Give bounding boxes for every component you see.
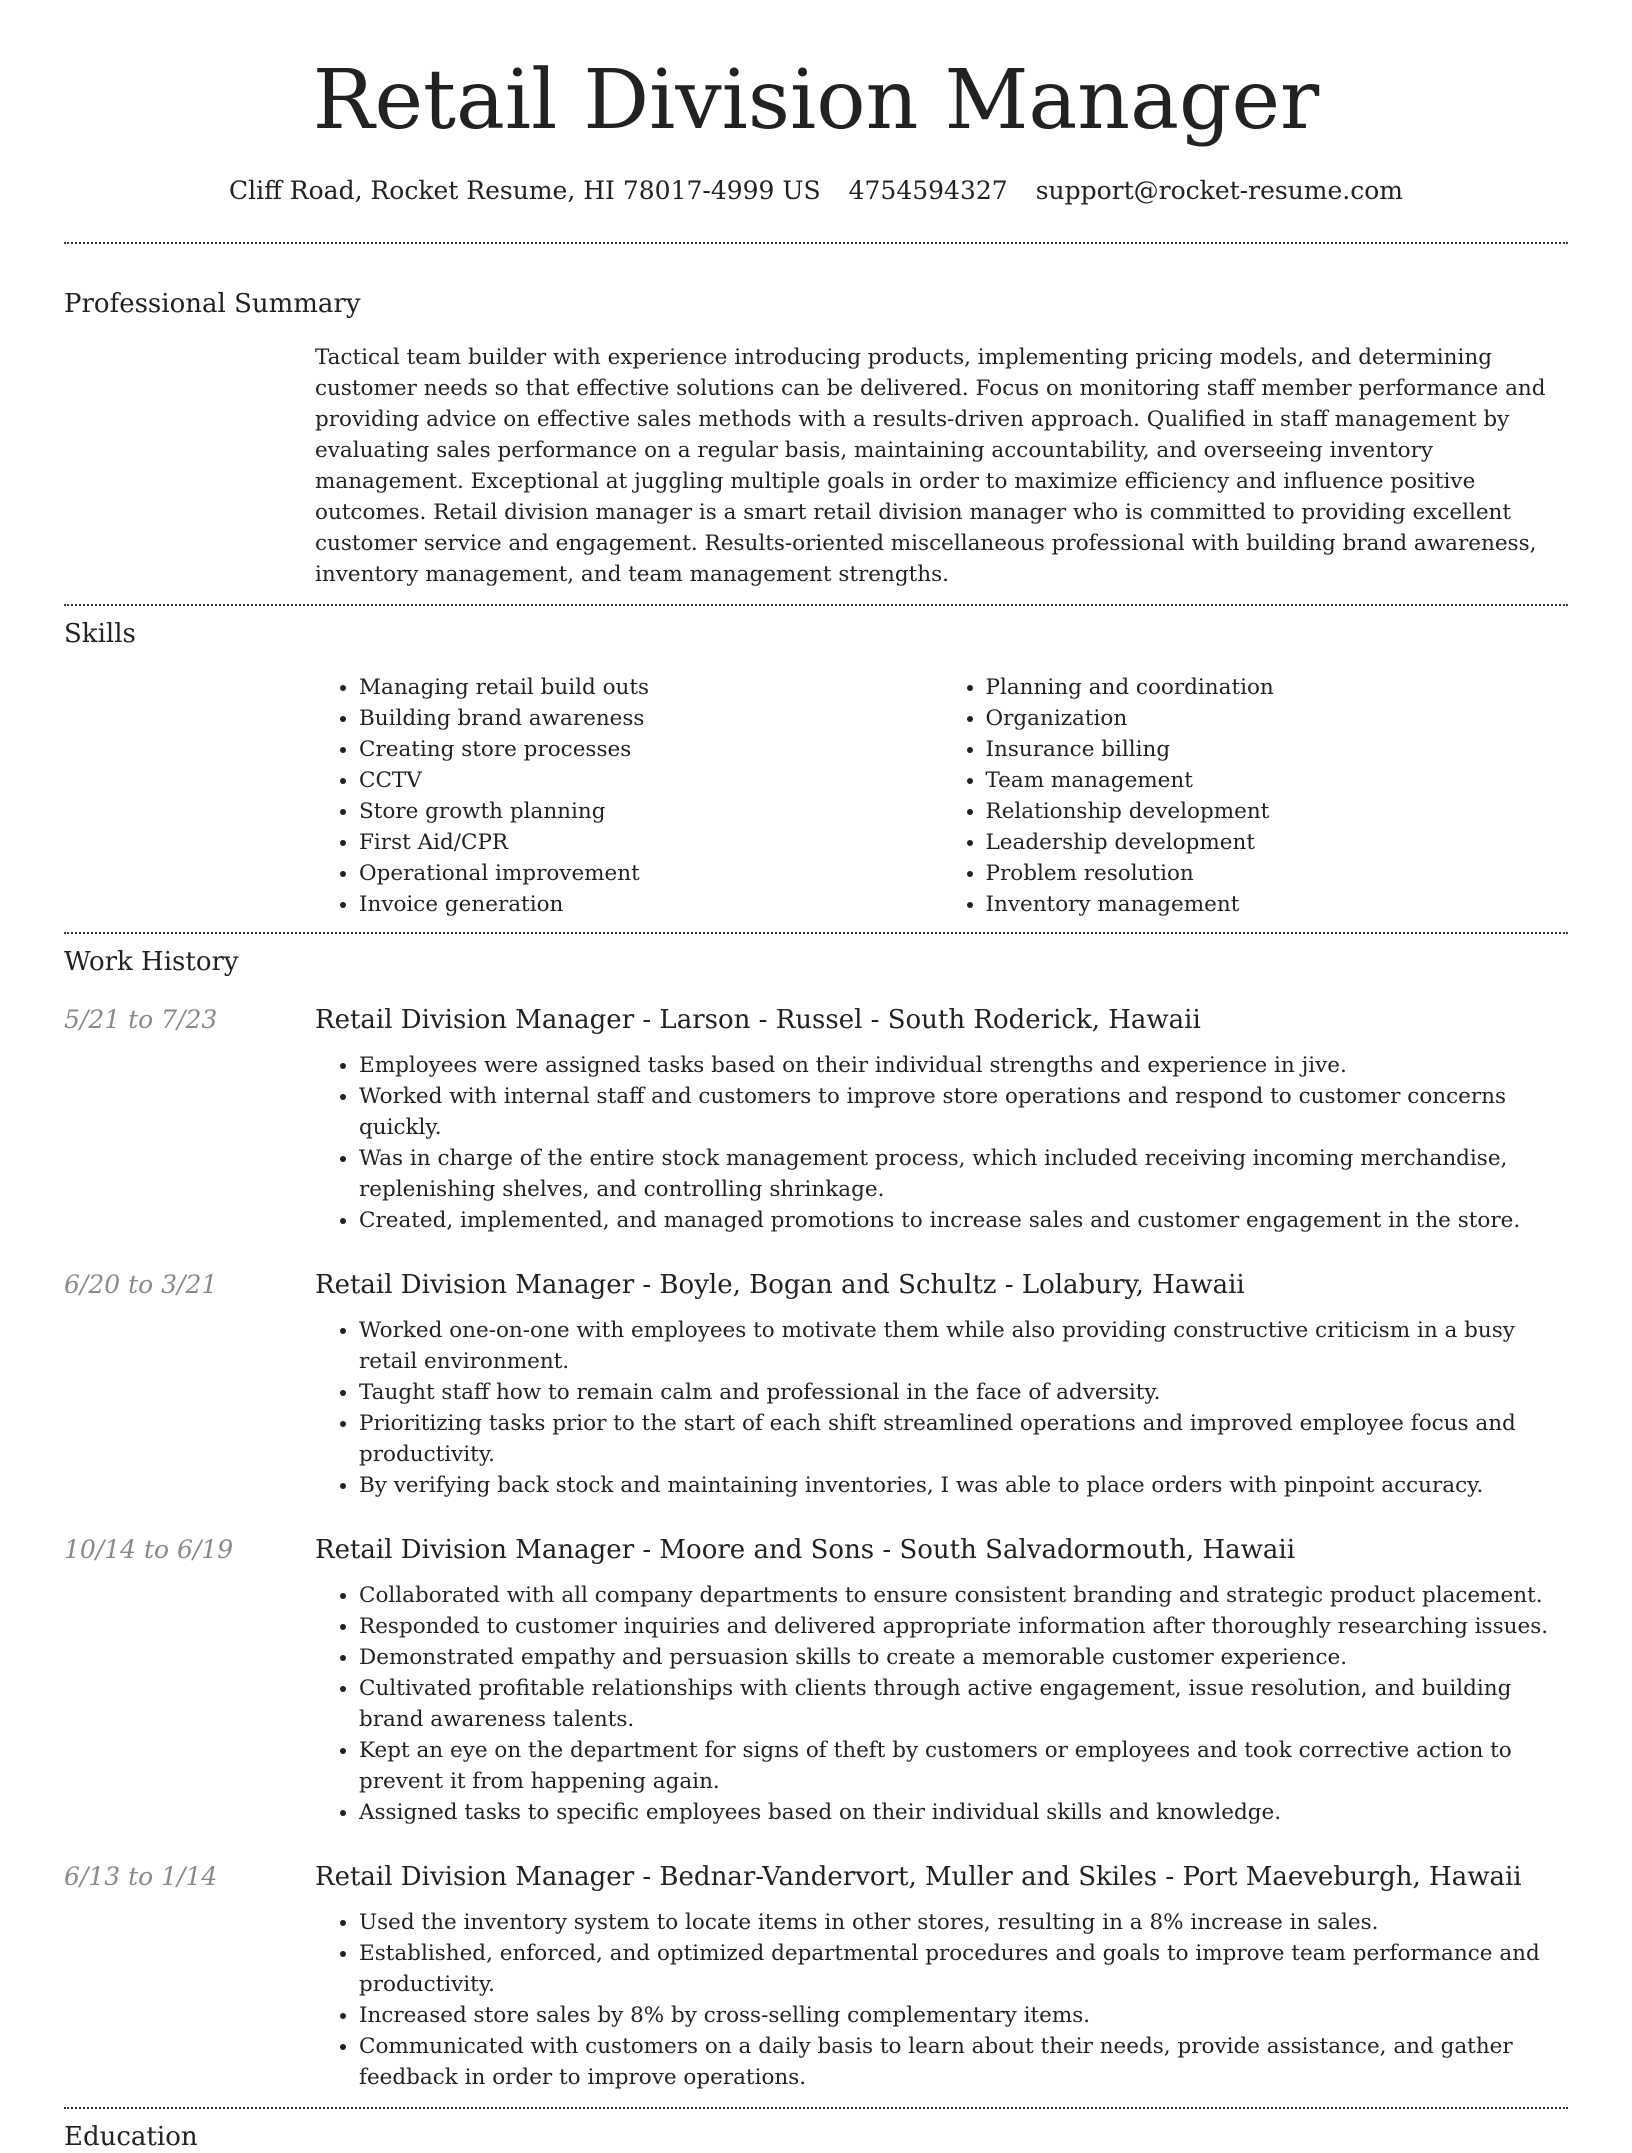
contact-phone: 4754594327 (848, 176, 1008, 205)
skill-item: • Planning and coordination (986, 672, 1569, 703)
job-dates: 6/13 to 1/14 (64, 1862, 218, 1891)
skill-item: • CCTV (359, 765, 942, 796)
skill-item: • Building brand awareness (359, 703, 942, 734)
job-dates: 5/21 to 7/23 (64, 1005, 218, 1034)
skill-item: • Invoice generation (359, 889, 942, 920)
job-entry (64, 1534, 1568, 1828)
job-bullet: • Cultivated profitable relationships with clients through active engagement, issue resolution, and building brand awareness talents. (359, 1673, 1568, 1735)
job-bullet: • Collaborated with all company departments to ensure consistent branding and strategic product placement. (359, 1580, 1568, 1611)
skill-item: • Inventory management (986, 889, 1569, 920)
skill-item: • Creating store processes (359, 734, 942, 765)
summary-section (64, 244, 1568, 604)
job-bullets (315, 1907, 1568, 2093)
skill-item: • Organization (986, 703, 1569, 734)
job-bullet: • Used the inventory system to locate items in other stores, resulting in a 8% increase in sales. (359, 1907, 1568, 1938)
skills-heading: Skills (64, 619, 136, 649)
skill-item: • Managing retail build outs (359, 672, 942, 703)
job-bullet: • Was in charge of the entire stock management process, which included receiving incoming merchandise, replenishing shelves, and controlling shrinkage. (359, 1143, 1568, 1205)
skill-item: • First Aid/CPR (359, 827, 942, 858)
skill-item: • Leadership development (986, 827, 1569, 858)
job-dates: 6/20 to 3/21 (64, 1270, 218, 1299)
job-bullet: • Communicated with customers on a daily basis to learn about their needs, provide assistance, and gather feedback in order to improve operations. (359, 2031, 1568, 2093)
skill-item: • Operational improvement (359, 858, 942, 889)
contact-address: Cliff Road, Rocket Resume, HI 78017-4999 US (228, 176, 821, 205)
job-bullet: • Taught staff how to remain calm and professional in the face of adversity. (359, 1377, 1568, 1408)
job-bullet: • Kept an eye on the department for signs of theft by customers or employees and took corrective action to prevent it from happening again. (359, 1735, 1568, 1797)
skill-item: • Team management (986, 765, 1569, 796)
skill-item: • Relationship development (986, 796, 1569, 827)
job-bullets (315, 1580, 1568, 1828)
summary-text: Tactical team builder with experience introducing products, implementing pricing models, and determining customer needs so that effective solutions can be delivered. Focus on monitoring staff member performance and providing advice on effective sales methods with a results-driven approach. Qualified in staff management by evaluating sales performance on a regular basis, maintaining accountability, and overseeing inventory management. Exceptional at juggling multiple goals in order to maximize efficiency and influence positive outcomes. Retail division manager is a smart retail division manager who is committed to providing excellent customer service and engagement. Results-oriented miscellaneous professional with building brand awareness, inventory management, and team management strengths. (315, 345, 1546, 587)
job-bullet: • Demonstrated empathy and persuasion skills to create a memorable customer experience. (359, 1642, 1568, 1673)
contact-email: support@rocket-resume.com (1035, 176, 1403, 205)
skill-item: • Store growth planning (359, 796, 942, 827)
job-bullets (315, 1050, 1568, 1236)
job-bullet: • Increased store sales by 8% by cross-selling complementary items. (359, 2000, 1568, 2031)
job-dates: 10/14 to 6/19 (64, 1535, 234, 1564)
job-bullet: • Prioritizing tasks prior to the start of each shift streamlined operations and improved employee focus and productivity. (359, 1408, 1568, 1470)
job-title: Retail Division Manager - Larson - Russel - South Roderick, Hawaii (315, 1005, 1201, 1035)
contact-line (64, 176, 1568, 206)
job-title: Retail Division Manager - Boyle, Bogan and Schultz - Lolabury, Hawaii (315, 1270, 1245, 1300)
skills-list-left (315, 672, 942, 920)
resume-header (64, 0, 1568, 206)
work-history-section (64, 934, 1568, 2107)
job-bullet: • Established, enforced, and optimized departmental procedures and goals to improve team performance and productivity. (359, 1938, 1568, 2000)
job-entry (64, 1269, 1568, 1501)
summary-heading: Professional Summary (64, 289, 361, 319)
job-bullet: • Employees were assigned tasks based on their individual strengths and experience in jive. (359, 1050, 1568, 1081)
job-bullet: • Worked with internal staff and customers to improve store operations and respond to customer concerns quickly. (359, 1081, 1568, 1143)
skills-section (64, 606, 1568, 932)
education-section (64, 2109, 1568, 2153)
job-bullet: • Assigned tasks to specific employees based on their individual skills and knowledge. (359, 1797, 1568, 1828)
job-entry (64, 1861, 1568, 2093)
job-entry (64, 1004, 1568, 1236)
job-title: Retail Division Manager - Moore and Sons - South Salvadormouth, Hawaii (315, 1535, 1296, 1565)
skill-item: • Insurance billing (986, 734, 1569, 765)
job-bullet: • Responded to customer inquiries and delivered appropriate information after thoroughly researching issues. (359, 1611, 1568, 1642)
job-bullet: • By verifying back stock and maintaining inventories, I was able to place orders with pinpoint accuracy. (359, 1470, 1568, 1501)
job-bullet: • Created, implemented, and managed promotions to increase sales and customer engagement in the store. (359, 1205, 1568, 1236)
skill-item: • Problem resolution (986, 858, 1569, 889)
work-history-heading: Work History (64, 947, 239, 977)
education-heading: Education (64, 2122, 198, 2152)
job-bullet: • Worked one-on-one with employees to motivate them while also providing constructive criticism in a busy retail environment. (359, 1315, 1568, 1377)
candidate-name: Retail Division Manager (312, 53, 1320, 148)
skills-list-right (942, 672, 1569, 920)
job-bullets (315, 1315, 1568, 1501)
job-title: Retail Division Manager - Bednar-Vandervort, Muller and Skiles - Port Maeveburgh, Hawaii (315, 1862, 1522, 1892)
